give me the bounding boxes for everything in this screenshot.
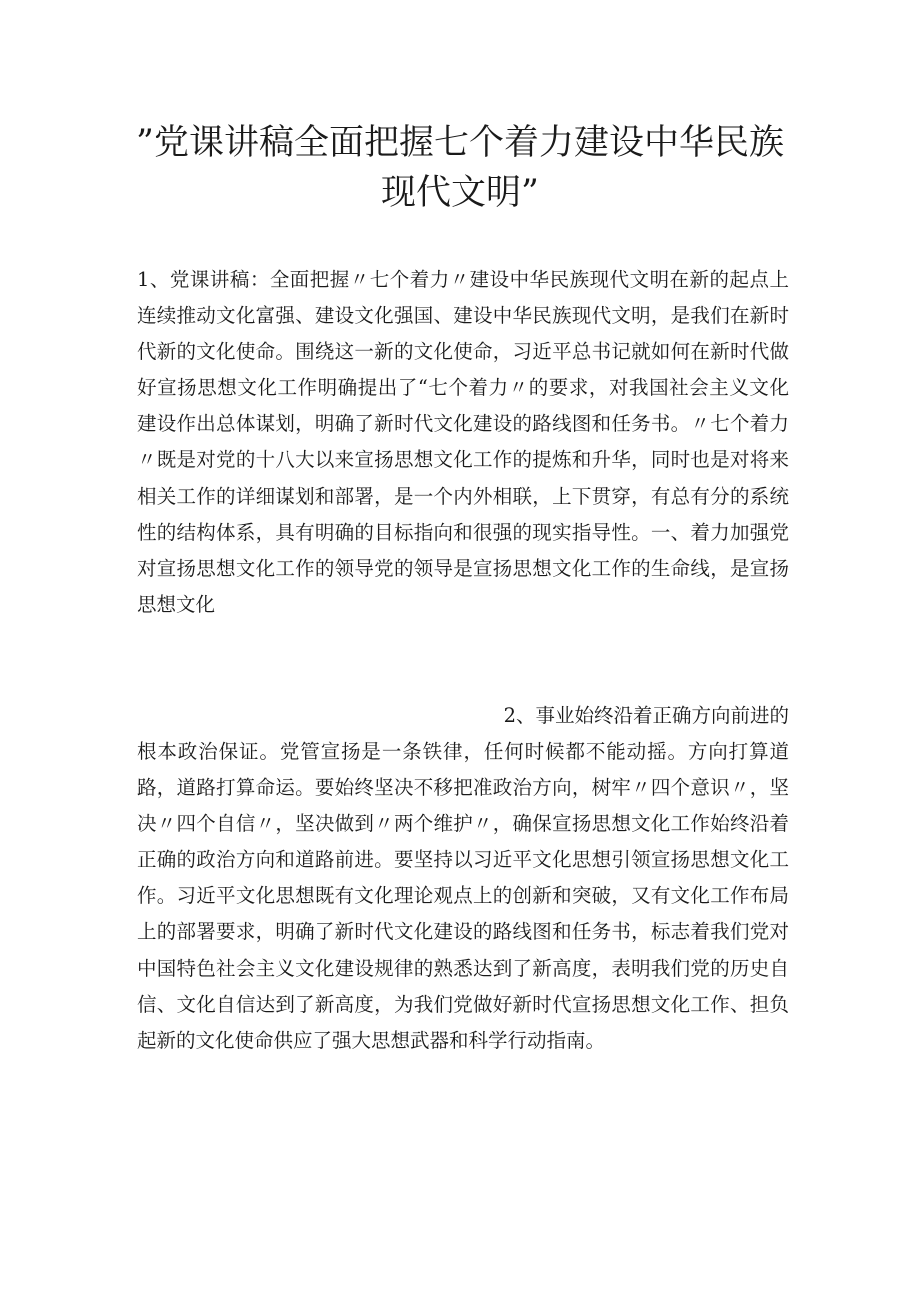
title-line-2: 现代文明”: [381, 173, 539, 213]
title-line-1: ”党课讲稿全面把握七个着力建设中华民族: [136, 123, 784, 163]
paragraph-1: 1、党课讲稿：全面把握〃七个着力〃建设中华民族现代文明在新的起点上连续推动文化富强、建设文化强国、建设中华民族现代文明，是我们在新时代新的文化使命。围绕这一新的文化使命，习近平总书记就如何在新时代做好宣扬思想文化工作明确提出了“七个着力〃的要求，对我国社会主义文化建设作出总体谋划，明确了新时代文化建设的路线图和任务书。〃七个着力〃既是对党的十八大以来宣扬思想文化工作的提炼和升华，同时也是对将来相关工作的详细谋划和部署，是一个内外相联，上下贯穿，有总有分的系统性的结构体系，具有明确的目标指向和很强的现实指导性。一、着力加强党对宣扬思想文化工作的领导党的领导是宣扬思想文化工作的生命线，是宣扬思想文化: [137, 268, 789, 616]
paragraph-2-heading: 2、事业始终沿着正确方向前进的: [503, 704, 789, 727]
document-title: [130, 118, 790, 218]
paragraph-2: 根本政治保证。党管宣扬是一条铁律，任何时候都不能动摇。方向打算道路，道路打算命运。要始终坚决不移把准政治方向，树牢〃四个意识〃，坚决〃四个自信〃，坚决做到〃两个维护〃，确保宣扬思想文化工作始终沿着正确的政治方向和道路前进。要坚持以习近平文化思想引领宣扬思想文化工作。习近平文化思想既有文化理论观点上的创新和突破，又有文化工作布局上的部署要求，明确了新时代文化建设的路线图和任务书，标志着我们党对中国特色社会主义文化建设规律的熟悉达到了新高度，表明我们党的历史自信、文化自信达到了新高度，为我们党做好新时代宣扬思想文化工作、担负起新的文化使命供应了强大思想武器和科学行动指南。: [137, 740, 789, 1052]
